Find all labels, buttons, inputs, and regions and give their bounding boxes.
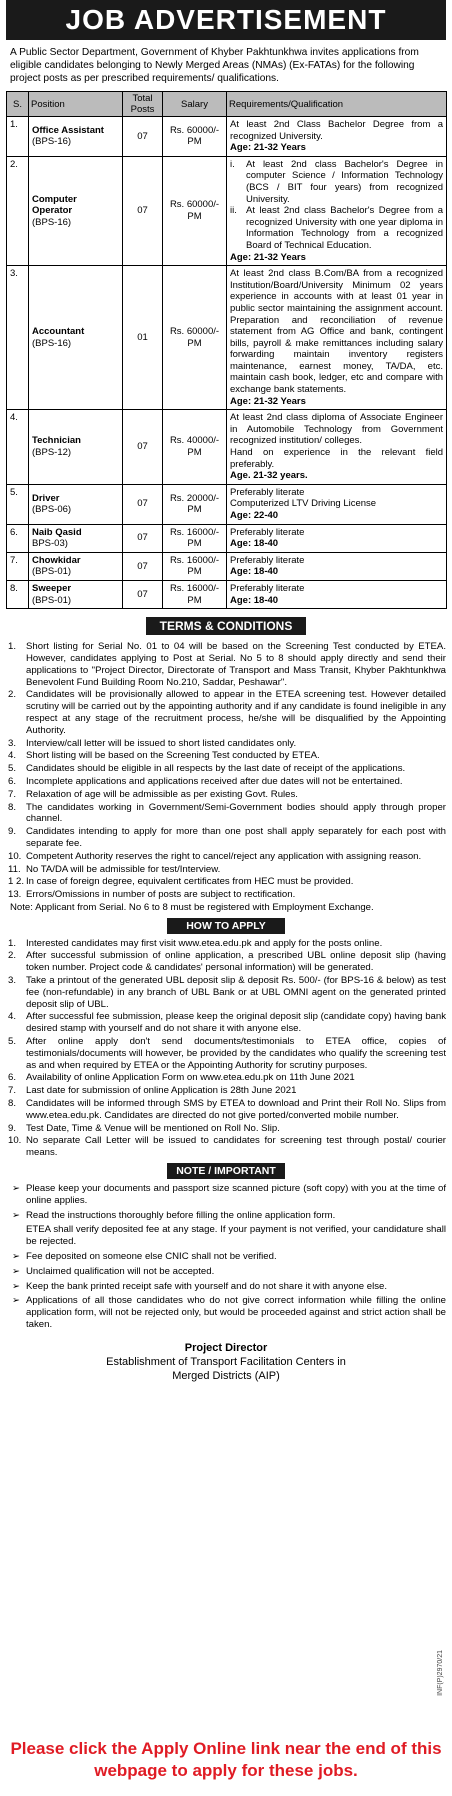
how-item-text: After online apply don't send documents/testimonials to ETEA office, copies of testimonials/documents will however, be provided by the candidates who qualify the screening test as and when required by ETEA or the Appointing Authority for scrutiny purposes. (26, 1036, 446, 1071)
reference-code: INF(P)2970/21 (437, 1650, 444, 1696)
position-bps: (BPS-12) (32, 447, 72, 459)
table-row (7, 410, 447, 485)
requirement-text: At least 2nd class Bachelor's Degree in computer Science / Information Technology (BCS / BIT four years) from recognized University. (246, 158, 443, 205)
row-posts: 07 (123, 410, 163, 485)
terms-heading: TERMS & CONDITIONS (146, 617, 306, 635)
header-position: Position (29, 92, 123, 117)
how-item-text: No separate Call Letter will be issued to candidates for screening test through postal/ courier means. (26, 1135, 446, 1159)
term-item-number: 7. (8, 788, 17, 800)
table-header-row (7, 92, 447, 117)
position-bps: (BPS-16) (32, 136, 72, 148)
note-text: Unclaimed qualification will not be accepted. (26, 1265, 215, 1277)
table-row (7, 484, 447, 524)
row-salary: Rs. 60000/- PM (163, 156, 227, 265)
term-item (6, 826, 446, 850)
footer-area: Merged Districts (AIP) (172, 1369, 280, 1382)
row-requirements (227, 266, 447, 410)
row-posts: 07 (123, 552, 163, 580)
term-item-text: Short listing for Serial No. 01 to 04 will be based on the Screening Test conducted by ETEA. However, candidates applying to Post at Serial. No 5 to 8 should apply directly and send their applications to "Project Director, Directorate of Transport and Mass Transit, Khyber Pakhtunkhwa Benevolent Fund Building Room No.210, Saddar, Peshawar". (26, 641, 446, 688)
requirement-text: Hand on experience in the relevant field preferably. (230, 447, 443, 470)
term-item-text: Incomplete applications and applications received after due dates will not be entertained. (26, 775, 403, 787)
requirement-age: Age: 21-32 Years (230, 142, 306, 154)
how-item-number: 9. (8, 1122, 17, 1134)
row-position (29, 117, 123, 157)
position-bps: (BPS-06) (32, 504, 72, 516)
row-sn: 2. (7, 156, 29, 265)
row-salary: Rs. 16000/- PM (163, 524, 227, 552)
note-text: Please keep your documents and passport size scanned picture (soft copy) with you at the time of online applies. (26, 1183, 446, 1206)
table-row (7, 156, 447, 265)
note-item (6, 1183, 446, 1207)
how-item-number: 3. (8, 975, 17, 987)
employment-note: Note: Applicant from Serial. No 6 to 8 must be registered with Employment Exchange. (10, 901, 374, 913)
row-salary: Rs. 40000/- PM (163, 410, 227, 485)
term-item-text: Interview/call letter will be issued to short listed candidates only. (26, 737, 297, 749)
how-item (6, 1085, 446, 1097)
apply-online-notice: Please click the Apply Online link near the end of this webpage to apply for these jobs. (10, 1739, 442, 1780)
footer-designation: Project Director (184, 1341, 268, 1354)
position-bps: (BPS-16) (32, 337, 72, 349)
requirement-text: At least 2nd class diploma of Associate Engineer in Automobile Technology from Government recognized institution/ colleges. (230, 412, 443, 447)
how-item-text: Test Date, Time & Venue will be mentioned on Roll No. Slip. (26, 1122, 280, 1134)
row-salary: Rs. 60000/- PM (163, 117, 227, 157)
how-item-text: After successful fee submission, please keep the original deposit slip (candidate copy) having bank desired stamp with yourself and do not share it with anyone else. (26, 1011, 446, 1035)
how-item-number: 4. (8, 1011, 17, 1023)
how-item-number: 5. (8, 1036, 17, 1048)
how-item-text: Take a printout of the generated UBL deposit slip & deposit Rs. 500/- (for BPS-16 & below) as test fee (non-refundable) in any branch of UBL Bank or at UBL OMNI agent on the generated printed deposit slip of UBL. (26, 975, 446, 1010)
terms-list (6, 641, 446, 901)
position-bps: (BPS-01) (32, 594, 72, 606)
requirement-text: At least 2nd Class Bachelor Degree from a recognized University. (230, 119, 443, 142)
bullet-icon: ➢ (12, 1209, 21, 1221)
how-item (6, 938, 446, 950)
row-position (29, 524, 123, 552)
term-item-number: 11. (8, 863, 21, 875)
row-requirements (227, 117, 447, 157)
row-sn: 8. (7, 580, 29, 608)
position-name: Naib Qasid (32, 526, 82, 538)
term-item-number: 8. (8, 801, 17, 813)
term-item (6, 802, 446, 826)
note-text: Read the instructions thoroughly before filling the online application form. (26, 1209, 336, 1221)
row-position (29, 580, 123, 608)
term-item-text: Errors/Omissions in number of posts are subject to rectification. (26, 889, 296, 901)
row-posts: 07 (123, 156, 163, 265)
row-requirements (227, 156, 447, 265)
term-item (6, 776, 446, 788)
row-requirements (227, 580, 447, 608)
position-bps: (BPS-01) (32, 566, 72, 578)
row-posts: 07 (123, 580, 163, 608)
term-item-text: Short listing will be based on the Screening Test conducted by ETEA. (26, 750, 320, 762)
term-item-number: 4. (8, 750, 17, 762)
intro-text: A Public Sector Department, Government of Khyber Pakhtunkhwa invites applications from eligible candidates belonging to Newly Merged Areas (NMAs) (Ex-FATAs) for the following project posts as per prescribed requirements/ qualifications. (10, 47, 419, 84)
how-item-number: 6. (8, 1072, 17, 1084)
row-salary: Rs. 16000/- PM (163, 552, 227, 580)
requirement-age: Age: 18-40 (230, 566, 279, 578)
row-sn: 5. (7, 484, 29, 524)
requirement-age: Age: 18-40 (230, 538, 279, 550)
how-item (6, 950, 446, 974)
page-title: JOB ADVERTISEMENT (6, 0, 446, 40)
term-item-number: 6. (8, 775, 17, 787)
position-name: Accountant (32, 326, 85, 338)
row-posts: 07 (123, 524, 163, 552)
row-posts: 07 (123, 117, 163, 157)
term-item-number: 2. (8, 689, 17, 701)
term-item-text: Candidates intending to apply for more than one post shall apply separately for each post with separate fee. (26, 826, 446, 849)
bullet-icon: ➢ (12, 1295, 21, 1307)
requirement-age: Age: 21-32 Years (230, 395, 306, 407)
table-row (7, 580, 447, 608)
how-item (6, 1098, 446, 1122)
row-requirements (227, 484, 447, 524)
term-item-text: In case of foreign degree, equivalent certificates from HEC must be provided. (26, 876, 354, 888)
note-item (6, 1281, 446, 1293)
term-item-number: 10. (8, 850, 22, 862)
header-posts: Total Posts (123, 92, 163, 117)
bullet-icon: ➢ (12, 1183, 21, 1195)
requirement-text: At least 2nd class B.Com/BA from a recognized Institution/Board/University Minimum 02 years experience in accounts with at least 01 year in public sector maintaining the assignment account. Preparation and reconciliation of revenue statement from AG Office and bank, contingent bills, payroll & make remittances including salary forwarding maintain inventory registers maintenance, earnest money, TA/DA, etc. maintain cash book, ledger, etc and compare with exchange bank statements. (230, 268, 443, 396)
requirement-text: Preferably literate (230, 526, 305, 538)
row-requirements (227, 524, 447, 552)
row-salary: Rs. 60000/- PM (163, 266, 227, 410)
how-item-number: 7. (8, 1085, 17, 1097)
row-sn: 4. (7, 410, 29, 485)
how-to-apply-list (6, 938, 446, 1159)
row-posts: 01 (123, 266, 163, 410)
row-salary: Rs. 20000/- PM (163, 484, 227, 524)
requirement-age: Age: 18-40 (230, 594, 279, 606)
row-position (29, 552, 123, 580)
notes-list (6, 1183, 446, 1331)
header-requirements: Requirements/Qualification (227, 92, 447, 117)
term-item (6, 889, 446, 901)
row-position (29, 484, 123, 524)
position-name: Driver (32, 492, 60, 504)
term-item-number: 9. (8, 826, 17, 838)
term-item (6, 738, 446, 750)
note-heading: NOTE / IMPORTANT (167, 1163, 285, 1179)
term-item (6, 864, 446, 876)
position-bps: BPS-03) (32, 538, 68, 550)
how-item-number: 2. (8, 950, 17, 962)
position-name: Office Assistant (32, 124, 104, 136)
note-text: ETEA shall verify deposited fee at any stage. If your payment is not verified, your candidature shall be rejected. (26, 1224, 446, 1248)
how-item-text: Last date for submission of online Application is 28th June 2021 (26, 1085, 297, 1097)
bullet-icon: ➢ (12, 1251, 21, 1263)
signature-block (6, 1341, 446, 1383)
table-row (7, 117, 447, 157)
position-name: Sweeper (32, 582, 72, 594)
requirement-text: Preferably literate (230, 582, 305, 594)
row-salary: Rs. 16000/- PM (163, 580, 227, 608)
how-item-text: Interested candidates may first visit www.etea.edu.pk and apply for the posts online. (26, 937, 383, 949)
how-item-number: 10. (8, 1135, 22, 1147)
requirement-text: Preferably literate (230, 486, 305, 498)
how-item-text: Candidates will be informed through SMS by ETEA to download and Print their Roll No. Slips from www.etea.edu.pk. Candidates are directed do not give ported/converted mobile number. (26, 1098, 446, 1121)
header-salary: Salary (163, 92, 227, 117)
term-item (6, 763, 446, 775)
requirement-number: ii. (230, 205, 237, 217)
position-name: Computer Operator (32, 193, 77, 217)
term-item-text: The candidates working in Government/Semi-Government bodies should apply through proper channel. (26, 801, 446, 825)
requirement-text: Preferably literate (230, 554, 305, 566)
note-item (6, 1266, 446, 1278)
requirement-number: i. (230, 158, 235, 170)
position-name: Technician (32, 435, 81, 447)
how-item (6, 1011, 446, 1035)
requirement-age: Age. 21-32 years. (230, 470, 308, 482)
footer-office: Establishment of Transport Facilitation Centers in (106, 1355, 346, 1368)
requirement-age: Age: 21-32 Years (230, 251, 306, 263)
how-item (6, 1135, 446, 1159)
row-sn: 1. (7, 117, 29, 157)
how-item (6, 1072, 446, 1084)
row-requirements (227, 410, 447, 485)
term-item-text: Relaxation of age will be admissible as per existing Govt. Rules. (26, 788, 298, 800)
bullet-icon: ➢ (12, 1280, 21, 1292)
posts-table (6, 91, 447, 609)
term-item-number: 1. (8, 641, 17, 653)
row-sn: 7. (7, 552, 29, 580)
note-item (6, 1295, 446, 1330)
row-position (29, 156, 123, 265)
how-item-number: 1. (8, 937, 17, 949)
row-position (29, 266, 123, 410)
note-item (6, 1224, 446, 1248)
term-item-number: 1 2. (8, 876, 25, 888)
requirement-text: At least 2nd class Bachelor's Degree from a recognized University with one year diploma in Information Technology from a recognized Board of Technical Education. (246, 205, 443, 251)
how-item-text: Availability of online Application Form on www.etea.edu.pk on 11th June 2021 (26, 1072, 355, 1084)
how-item (6, 1123, 446, 1135)
row-posts: 07 (123, 484, 163, 524)
note-item (6, 1210, 446, 1222)
term-item (6, 876, 446, 888)
how-item (6, 1036, 446, 1071)
header-sn: S. (7, 92, 29, 117)
table-row (7, 552, 447, 580)
requirement-item (230, 205, 443, 251)
term-item (6, 851, 446, 863)
term-item-text: Candidates should be eligible in all respects by the last date of receipt of the applications. (26, 763, 406, 775)
requirement-age: Age: 22-40 (230, 510, 279, 521)
row-requirements (227, 552, 447, 580)
how-item-text: After successful submission of online application, a prescribed UBL online deposit slip (having token number. Project code & candidates' personal information) will be generated. (26, 950, 446, 974)
table-row (7, 266, 447, 410)
term-item (6, 750, 446, 762)
requirement-list (230, 159, 443, 252)
position-name: Chowkidar (32, 554, 81, 566)
term-item-text: Competent Authority reserves the right to cancel/reject any application with assigning reason. (26, 850, 422, 862)
term-item-text: No TA/DA will be admissible for test/Interview. (26, 863, 221, 875)
note-text: Fee deposited on someone else CNIC shall not be verified. (26, 1251, 277, 1263)
position-bps: (BPS-16) (32, 216, 72, 228)
row-sn: 6. (7, 524, 29, 552)
requirement-item (230, 159, 443, 205)
note-text: Keep the bank printed receipt safe with yourself and do not share it with anyone else. (26, 1280, 388, 1292)
row-sn: 3. (7, 266, 29, 410)
how-item-number: 8. (8, 1098, 17, 1110)
table-row (7, 524, 447, 552)
term-item (6, 689, 446, 736)
how-to-apply-heading: HOW TO APPLY (167, 918, 285, 934)
term-item-text: Candidates will be provisionally allowed to appear in the ETEA screening test. However detailed scrutiny will be carried out by the appointing authority and if any candidate is found ineligible in any respect at any stage of the recruitment process, he/she will be disqualified by the Appointing Authority. (26, 689, 446, 736)
term-item-number: 13. (8, 889, 22, 901)
row-position (29, 410, 123, 485)
term-item (6, 641, 446, 688)
note-item (6, 1251, 446, 1263)
note-text: Applications of all those candidates who do not give correct information while filling the online application form, will not be rejected only, but would be proceeded against and strict action shall be taken. (26, 1295, 446, 1330)
how-item (6, 975, 446, 1010)
requirement-text: Computerized LTV Driving License (230, 498, 377, 510)
bullet-icon: ➢ (12, 1265, 21, 1277)
advertisement (6, 0, 446, 1796)
term-item-number: 3. (8, 737, 17, 749)
term-item-number: 5. (8, 763, 17, 775)
term-item (6, 789, 446, 801)
